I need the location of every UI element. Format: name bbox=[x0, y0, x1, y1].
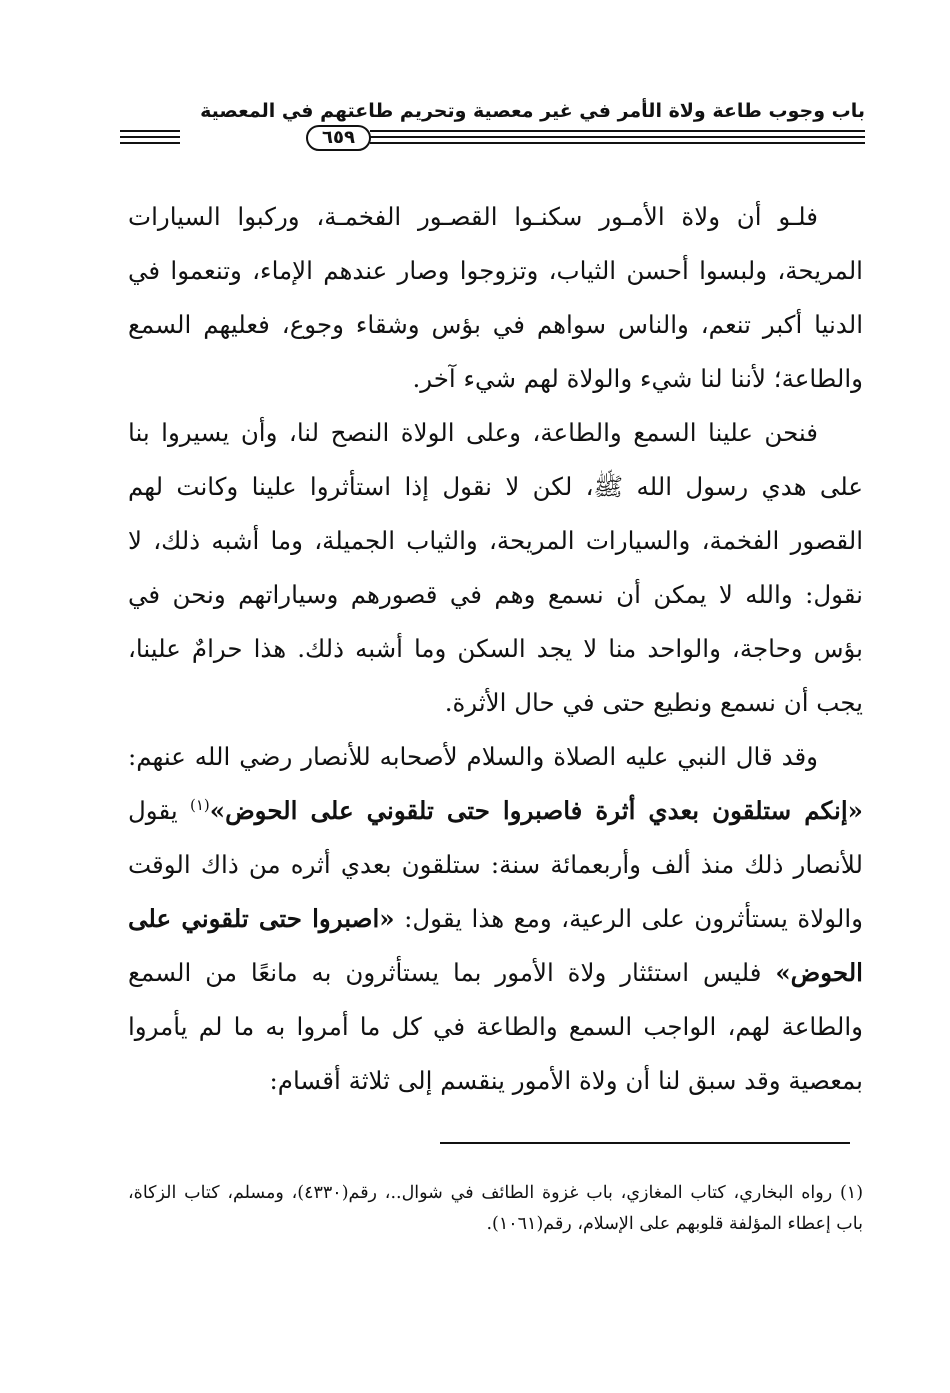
page-number-container bbox=[180, 126, 370, 150]
paragraph-1: فلـو أن ولاة الأمـور سكنـوا القصـور الفخمـة، وركبوا السيارات المريحة، ولبسوا أحسن الثياب، وتزوجوا وصار عندهم الإماء، وتنعموا في الدنيا أكبر تنعم، والناس سواهم في بؤس وشقاء وجوع، فعليهم السمع والطاعة؛ لأننا لنا شيء والولاة لهم شيء آخر. bbox=[128, 202, 863, 393]
paragraph-3-middle: يقول للأنصار ذلك منذ ألف وأربعمائة سنة: ستلقون بعدي أثره من ذاك الوقت والولاة يستأثرون على الرعية، ومع هذا يقول: bbox=[128, 796, 863, 933]
header-rule-right bbox=[370, 130, 865, 144]
hadith-quote: «إنكم ستلقون بعدي أثرة فاصبروا حتى تلقوني على الحوض» bbox=[209, 796, 863, 825]
page-header bbox=[120, 100, 865, 160]
footnote-reference: (١) bbox=[189, 795, 210, 814]
footnote-1: (١) رواه البخاري، كتاب المغازي، باب غزوة الطائف في شوال..، رقم(٤٣٣٠)، ومسلم، كتاب الزكاة، باب إعطاء المؤلفة قلوبهم على الإسلام، رقم(١٠٦١). bbox=[128, 1183, 864, 1234]
main-text bbox=[128, 190, 863, 1108]
hadith-quote-2: «اصبروا حتى تلقوني على الحوض» bbox=[128, 904, 863, 987]
page-number: ٦٥٩ bbox=[306, 125, 371, 151]
footnote bbox=[128, 1178, 863, 1240]
footnote-separator bbox=[440, 1142, 850, 1144]
paragraph-3-end: فليس استئثار ولاة الأمور بما يستأثرون به مانعًا من السمع والطاعة لهم، الواجب السمع والطاعة في كل ما أمروا به ما لم يأمروا بمعصية وقد سبق لنا أن ولاة الأمور ينقسم إلى ثلاثة أقسام: bbox=[128, 958, 863, 1095]
paragraph-2: فنحن علينا السمع والطاعة، وعلى الولاة النصح لنا، وأن يسيروا بنا على هدي رسول الله ﷺ، لكن لا نقول إذا استأثروا علينا وكانت لهم القصور الفخمة، والسيارات المريحة، والثياب الجميلة، وما أشبه ذلك، لا نقول: والله لا يمكن أن نسمع وهم في قصورهم وسياراتهم ونحن في بؤس وحاجة، والواحد منا لا يجد السكن وما أشبه ذلك. هذا حرامٌ علينا، يجب أن نسمع ونطيع حتى في حال الأثرة. bbox=[128, 418, 863, 717]
running-title: باب وجوب طاعة ولاة الأمر في غير معصية وتحريم طاعتهم في المعصية bbox=[200, 100, 865, 122]
header-rule-left bbox=[120, 130, 180, 144]
paragraph-3 bbox=[128, 730, 863, 1108]
header-rule bbox=[120, 126, 865, 150]
paragraph-3-intro: وقد قال النبي عليه الصلاة والسلام لأصحابه للأنصار رضي الله عنهم: bbox=[128, 742, 818, 771]
